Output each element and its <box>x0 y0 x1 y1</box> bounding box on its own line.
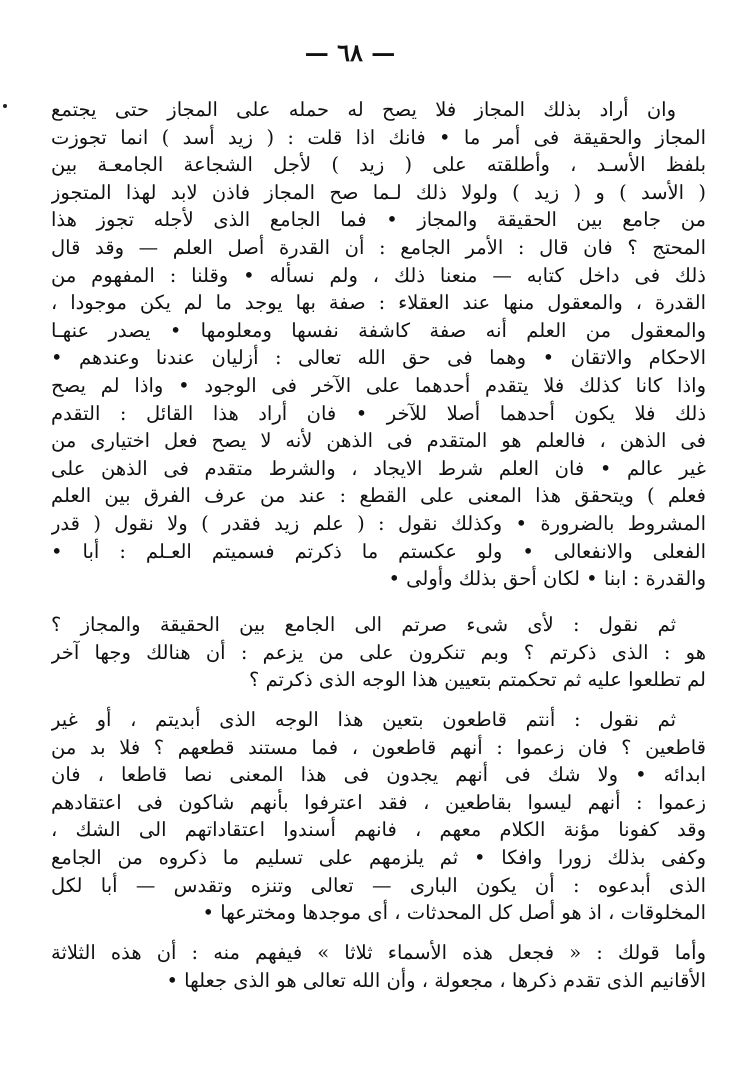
text-line: لم تطلعوا عليه ثم تحكمتم بتعيين هذا الوجه الذى ذكرتم ؟ <box>249 668 706 692</box>
text-line: وكفى بذلك زورا وافكا • ثم يلزمهم على تسليم ما ذكروه من الجامع <box>51 845 706 869</box>
text-line: الأقانيم الذى تقدم ذكرها ، مجعولة ، وأن الله تعالى هو الذى جعلها • <box>166 968 706 992</box>
text-line: بلفظ الأسـد ، وأطلقته على ( زيد ) لأجل الشجاعة الجامعـة بين <box>51 153 706 177</box>
text-line: ذلك فى داخل كتابه — منعنا ذلك ، ولم نسأله • وقلنا : المفهوم من <box>51 263 706 287</box>
text-line: وان أراد بذلك المجاز فلا يصح له حمله على المجاز حتى يجتمع <box>51 98 676 121</box>
text-line: والقدرة : ابنا • لكان أحق بذلك وأولى • <box>388 567 706 591</box>
text-line: ( الأسد ) و ( زيد ) ولولا ذلك لـما صح المجاز فاذن لابد لهذا المتجوز <box>51 180 706 204</box>
text-line: المشروط بالضرورة • وكذلك نقول : ( علم زيد فقدر ) ولا نقول ( قدر <box>51 511 706 535</box>
text-line: المحتج ؟ فان قال : الأمر الجامع : أن القدرة أصل العلم — وقد قال <box>51 235 706 259</box>
text-line: غير عالم • فان العلم شرط الايجاد ، والشرط متقدم فى الذهن على <box>51 456 706 480</box>
page-number: — ٦٨ — <box>304 38 396 67</box>
text-line: وأما قولك : « فجعل هذه الأسماء ثلاثا » فيفهم منه : أن هذه الثلاثة <box>51 941 706 964</box>
paragraph-4 <box>51 939 706 994</box>
text-line: المجاز والحقيقة فى أمر ما • فانك اذا قلت : ( زيد أسد ) انما تجوزت <box>51 125 706 149</box>
text-line: وقد كفونا مؤنة الكلام معهم ، فانهم أسندوا اعتقاداتهم الى الشك ، <box>51 818 706 842</box>
text-line: والمعقول من العلم أنه صفة كاشفة نفسها ومعلومها • يصدر عنهـا <box>51 318 706 342</box>
text-line: ذلك فلا يكون أحدهما أصلا للآخر • فان أراد هذا القائل : التقدم <box>51 401 706 425</box>
paragraph-2 <box>51 611 706 694</box>
text-line: ابدائه • ولا شك فى أنهم يجدون فى هذا المعنى نصا قاطعا ، فان <box>51 763 706 787</box>
text-line: فعلم ) ويتحقق هذا المعنى على القطع : عند من عرف الفرق بين العلم <box>51 484 706 508</box>
text-line: الفعلى والانفعالى • ولو عكستم ما ذكرتم فسميتم العـلم : أبا • <box>51 539 706 563</box>
text-line: من جامع بين الحقيقة والمجاز • فما الجامع الذى لأجله تجوز هذا <box>51 208 706 232</box>
text-line: قاطعين ؟ فان زعموا : أنهم قاطعون ، فما مستند قطعهم ؟ فلا بد من <box>51 735 706 759</box>
paragraph-3 <box>51 706 706 927</box>
text-line: هو : الذى ذكرتم ؟ وبم تنكرون على من يزعم : أن هنالك وجها آخر <box>51 640 706 664</box>
text-line: ثم نقول : لأى شىء صرتم الى الجامع بين الحقيقة والمجاز ؟ <box>51 613 676 636</box>
text-line: المخلوقات ، اذ هو أصل كل المحدثات ، أى موجدها ومخترعها • <box>202 901 706 925</box>
text-line: زعموا : أنهم ليسوا بقاطعين ، فقد اعترفوا بأنهم شاكون فى اعتقادهم <box>51 790 706 814</box>
paragraph-1 <box>51 96 706 593</box>
text-line: ثم نقول : أنتم قاطعون بتعين هذا الوجه الذى أبديتم ، أو غير <box>51 708 676 731</box>
text-line: فى الذهن ، فالعلم هو المتقدم فى الذهن لأنه لا يصح فعل اختيارى من <box>51 429 706 453</box>
scan-speck <box>3 104 7 108</box>
text-line: القدرة ، والمعقول منها عند العقلاء : صفة بها يوجد ما لم يكن موجودا ، <box>51 291 706 315</box>
text-line: الاحكام والاتقان • وهما فى حق الله تعالى : أزليان عندنا وعندهم • <box>51 346 706 370</box>
text-line: واذا كانا كذلك فلا يتقدم أحدهما على الآخر فى الوجود • واذا لم يصح <box>51 373 706 397</box>
text-line: الذى أبدعوه : أن يكون البارى — تعالى وتنزه وتقدس — أبا لكل <box>51 873 706 897</box>
